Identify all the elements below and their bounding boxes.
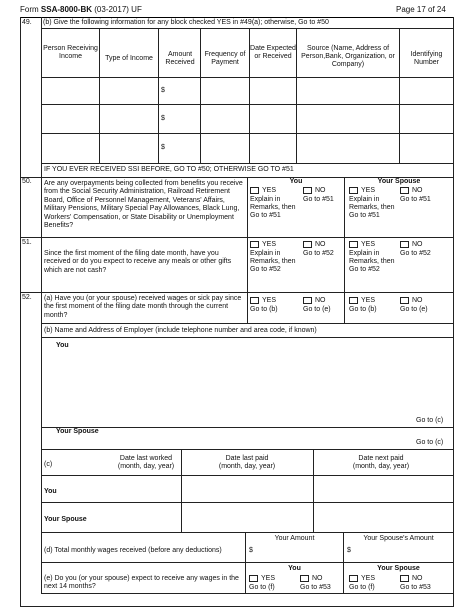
q50-you-yes-checkbox[interactable] bbox=[250, 187, 259, 194]
q49-row[interactable] bbox=[42, 134, 453, 163]
q52a-you-yes-checkbox[interactable] bbox=[250, 297, 259, 304]
q51-spouse-no-checkbox[interactable] bbox=[400, 241, 409, 248]
q51-yes-label: YES bbox=[262, 241, 277, 248]
q51-spouse-yes-detail: Explain in Remarks, then Go to #52 bbox=[349, 250, 395, 273]
q50-question: Are any overpayments being collected from benefits you receive from the Social Security Administration, Railroad Retirement Board, Office of Personnel Management, Veterans' Affairs, Military Pensions, Military Special Pay Allowances, Black Lung, Workers' Compensation, or State Disability or Unemployment Benefits? bbox=[44, 180, 243, 230]
q49-col-type: Type of Income bbox=[105, 55, 153, 62]
q51-spouse-no-label: NO bbox=[412, 241, 423, 248]
q52b-you-employer-field[interactable] bbox=[42, 350, 452, 414]
q52e-no-label: NO bbox=[312, 575, 323, 582]
q49-col-source: Source (Name, Address of Person,Bank, Organization, or Company) bbox=[301, 45, 395, 68]
q52-number: 52. bbox=[22, 294, 32, 301]
q49-amount-prefix: $ bbox=[161, 115, 165, 122]
q52e-yes-label: YES bbox=[261, 575, 276, 582]
q52d-spouse-amount-header: Your Spouse's Amount bbox=[363, 535, 434, 542]
q49-col-date: Date Expected or Received bbox=[250, 45, 296, 60]
q51-spouse-yes-checkbox[interactable] bbox=[349, 241, 358, 248]
q49-row[interactable] bbox=[42, 78, 453, 104]
q52e-you-no-checkbox[interactable] bbox=[300, 575, 309, 582]
q52e-spouse-no-checkbox[interactable] bbox=[400, 575, 409, 582]
q49-amount-prefix: $ bbox=[161, 87, 165, 94]
q52e-you-header: You bbox=[288, 565, 301, 572]
q52a-spouse-yes-label: YES bbox=[361, 297, 376, 304]
q50-you-no-checkbox[interactable] bbox=[303, 187, 312, 194]
q52b-label: (b) Name and Address of Employer (include telephone number and area code, if known) bbox=[44, 327, 317, 334]
q52e-you-yes-checkbox[interactable] bbox=[249, 575, 258, 582]
q49-col-person: Person Receiving Income bbox=[43, 45, 98, 60]
page-number: Page 17 of 24 bbox=[396, 5, 446, 14]
q50-number: 50. bbox=[22, 178, 32, 185]
q52e-no-detail: Go to #53 bbox=[300, 584, 331, 591]
q52c-col-last-worked: Date last worked (month, day, year) bbox=[117, 455, 175, 470]
q51-you-yes-checkbox[interactable] bbox=[250, 241, 259, 248]
q50-yes-detail: Explain in Remarks, then Go to #51 bbox=[250, 196, 296, 219]
q51-question: Since the first moment of the filing date month, have you received or do you expect to receive any meals or other gifts which are not cash? bbox=[44, 250, 232, 274]
q49-col-id: Identifying Number bbox=[410, 51, 443, 66]
q50-yes-label: YES bbox=[262, 187, 277, 194]
q52a-spouse-yes-detail: Go to (b) bbox=[349, 306, 377, 313]
q52a-question: (a) Have you (or your spouse) received wages or sick pay since the first moment of the filing date month through the current month? bbox=[44, 295, 242, 319]
q52d-you-amount-header: Your Amount bbox=[274, 535, 315, 542]
q52b-spouse-label: Your Spouse bbox=[56, 428, 99, 435]
q52c-spouse-label: Your Spouse bbox=[44, 516, 87, 523]
q51-yes-detail: Explain in Remarks, then Go to #52 bbox=[250, 250, 296, 273]
q52d-spouse-amount-field[interactable] bbox=[354, 544, 452, 560]
q52a-spouse-yes-checkbox[interactable] bbox=[349, 297, 358, 304]
q49-col-amount: Amount Received bbox=[165, 51, 195, 66]
q52c-you-label: You bbox=[44, 488, 57, 495]
q52a-no-label: NO bbox=[315, 297, 326, 304]
q51-no-detail: Go to #52 bbox=[303, 250, 334, 257]
q52c-col-next-paid: Date next paid (month, day, year) bbox=[352, 455, 410, 470]
q52a-yes-label: YES bbox=[262, 297, 277, 304]
q52a-no-detail: Go to (e) bbox=[303, 306, 331, 313]
q49-prompt: (b) Give the following information for any block checked YES in #49(a); otherwise, Go to #50 bbox=[43, 19, 329, 26]
q50-no-label: NO bbox=[315, 187, 326, 194]
q50-spouse-no-checkbox[interactable] bbox=[400, 187, 409, 194]
q51-spouse-no-detail: Go to #52 bbox=[400, 250, 431, 257]
q50-spouse-yes-checkbox[interactable] bbox=[349, 187, 358, 194]
q52d-spouse-dollar: $ bbox=[347, 547, 351, 554]
q50-spouse-no-label: NO bbox=[412, 187, 423, 194]
q52d-you-dollar: $ bbox=[249, 547, 253, 554]
q49-col-frequency: Frequency of Payment bbox=[204, 51, 246, 66]
q52e-yes-detail: Go to (f) bbox=[249, 584, 275, 591]
q52d-label: (d) Total monthly wages received (before any deductions) bbox=[44, 547, 222, 554]
q51-number: 51. bbox=[22, 239, 32, 246]
q52e-spouse-no-label: NO bbox=[412, 575, 423, 582]
q52a-you-no-checkbox[interactable] bbox=[303, 297, 312, 304]
q52c-label: (c) bbox=[44, 461, 53, 468]
q52e-spouse-yes-label: YES bbox=[361, 575, 376, 582]
q50-spouse-yes-detail: Explain in Remarks, then Go to #51 bbox=[349, 196, 395, 219]
q52e-spouse-yes-detail: Go to (f) bbox=[349, 584, 375, 591]
q52e-spouse-yes-checkbox[interactable] bbox=[349, 575, 358, 582]
q52b-you-goto: Go to (c) bbox=[416, 417, 444, 424]
q51-no-label: NO bbox=[315, 241, 326, 248]
q52b-spouse-goto: Go to (c) bbox=[416, 439, 444, 446]
q49-footer: IF YOU EVER RECEIVED SSI BEFORE, GO TO #50; OTHERWISE GO TO #51 bbox=[44, 166, 294, 173]
q52c-col-last-paid: Date last paid (month, day, year) bbox=[218, 455, 276, 470]
q51-you-no-checkbox[interactable] bbox=[303, 241, 312, 248]
q49-number: 49. bbox=[22, 19, 32, 26]
q49-row[interactable] bbox=[42, 105, 453, 133]
q52e-question: (e) Do you (or your spouse) expect to receive any wages in the next 14 months? bbox=[44, 575, 239, 591]
q50-spouse-no-detail: Go to #51 bbox=[400, 196, 431, 203]
q52c-you-last-paid-field[interactable] bbox=[182, 476, 312, 502]
q51-spouse-yes-label: YES bbox=[361, 241, 376, 248]
q52e-spouse-header: Your Spouse bbox=[377, 565, 420, 572]
q50-you-header: You bbox=[289, 178, 303, 185]
q52e-spouse-no-detail: Go to #53 bbox=[400, 584, 431, 591]
q50-spouse-header: Your Spouse bbox=[377, 178, 421, 185]
q52a-spouse-no-checkbox[interactable] bbox=[400, 297, 409, 304]
q52a-spouse-no-label: NO bbox=[412, 297, 423, 304]
q50-spouse-yes-label: YES bbox=[361, 187, 376, 194]
q52a-yes-detail: Go to (b) bbox=[250, 306, 278, 313]
q52b-you-label: You bbox=[56, 342, 69, 349]
q49-amount-prefix: $ bbox=[161, 144, 165, 151]
q52d-you-amount-field[interactable] bbox=[256, 544, 342, 560]
q52a-spouse-no-detail: Go to (e) bbox=[400, 306, 428, 313]
q50-no-detail: Go to #51 bbox=[303, 196, 334, 203]
form-id: Form SSA-8000-BK (03-2017) UF bbox=[20, 5, 142, 14]
